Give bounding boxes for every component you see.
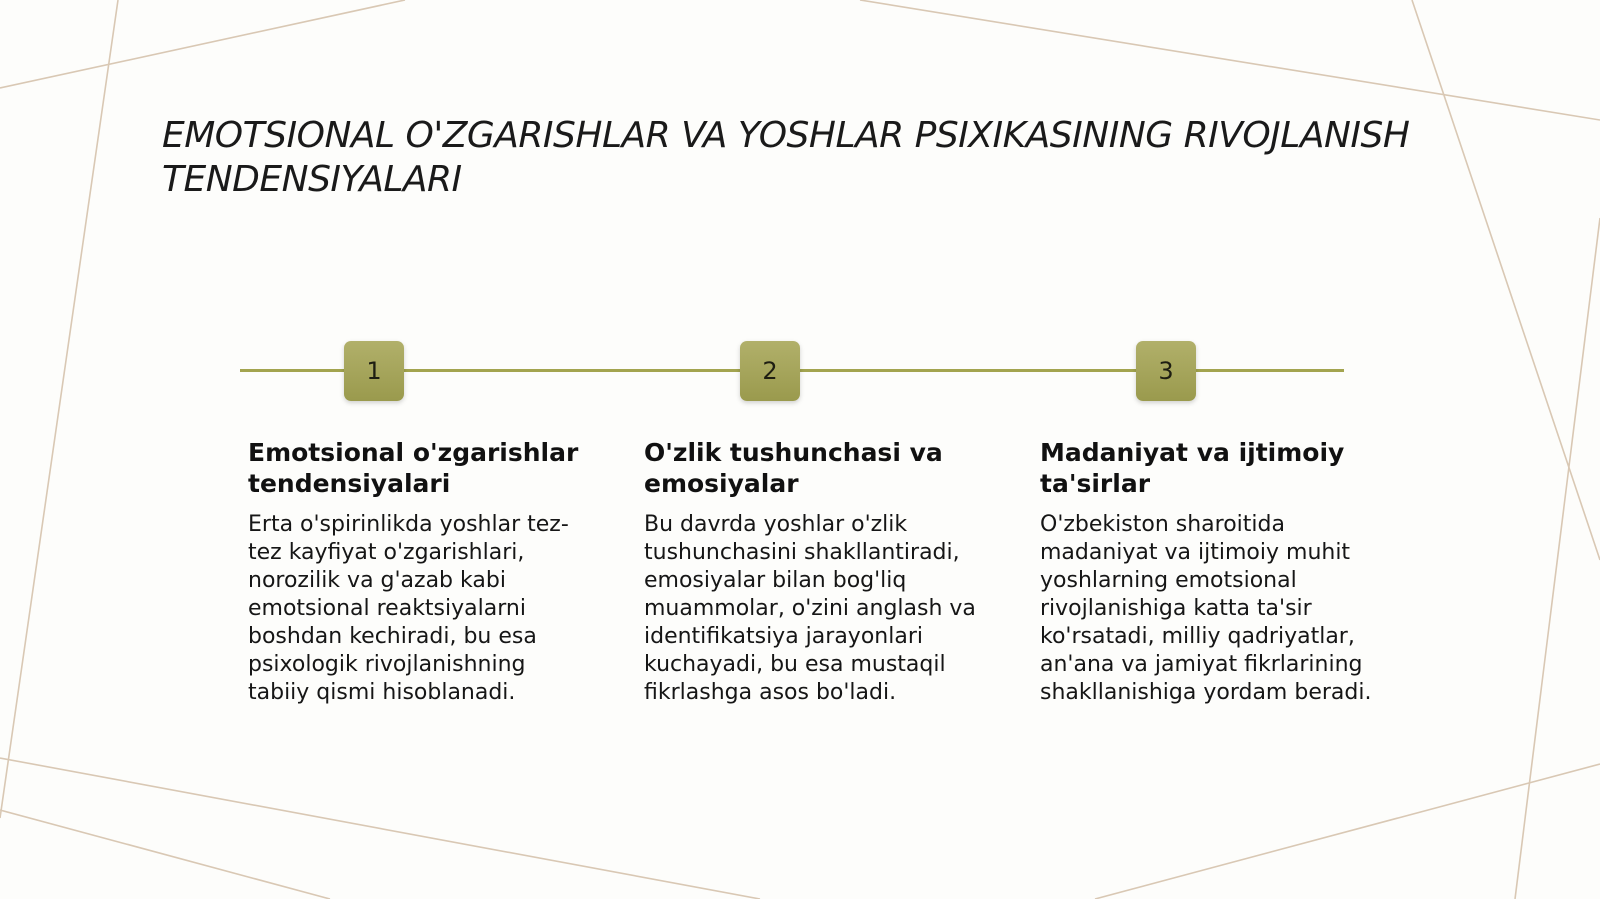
- step-heading: Emotsional o'zgarishlar tendensiyalari: [248, 438, 579, 498]
- deco-line: [1412, 0, 1600, 560]
- step-heading: Madaniyat va ijtimoiy ta'sirlar: [1040, 438, 1345, 498]
- deco-line: [0, 810, 330, 899]
- deco-line: [1515, 218, 1600, 899]
- deco-line: [860, 0, 1600, 120]
- step-badge-3: 3: [1136, 341, 1196, 401]
- deco-line: [1095, 764, 1600, 899]
- step-body: O'zbekiston sharoitida madaniyat va ijtimoiy muhit yoshlarning emotsional rivojlanishiga katta ta'sir ko'rsatadi, milliy qadriyatlar, an'ana va jamiyat fikrlarining shakllanishiga yordam beradi.: [1040, 512, 1372, 705]
- step-body: Bu davrda yoshlar o'zlik tushunchasini shakllantiradi, emosiyalar bilan bog'liq muammolar, o'zini anglash va identifikatsiya jarayonlari kuchayadi, bu esa mustaqil fikrlashga asos bo'ladi.: [644, 512, 976, 705]
- deco-line: [0, 0, 405, 88]
- slide-title: EMOTSIONAL O'ZGARISHLAR VA YOSHLAR PSIXIKASINING RIVOJLANISH TENDENSIYALARI: [162, 115, 1410, 200]
- step-heading: O'zlik tushunchasi va emosiyalar: [644, 438, 943, 498]
- deco-line: [0, 0, 118, 818]
- step-body: Erta o'spirinlikda yoshlar tez-tez kayfiyat o'zgarishlari, norozilik va g'azab kabi emotsional reaktsiyalarni boshdan kechiradi, bu esa psixologik rivojlanishning tabiiy qismi hisoblanadi.: [248, 512, 569, 705]
- deco-line: [0, 758, 760, 899]
- step-badge-1: 1: [344, 341, 404, 401]
- step-badge-2: 2: [740, 341, 800, 401]
